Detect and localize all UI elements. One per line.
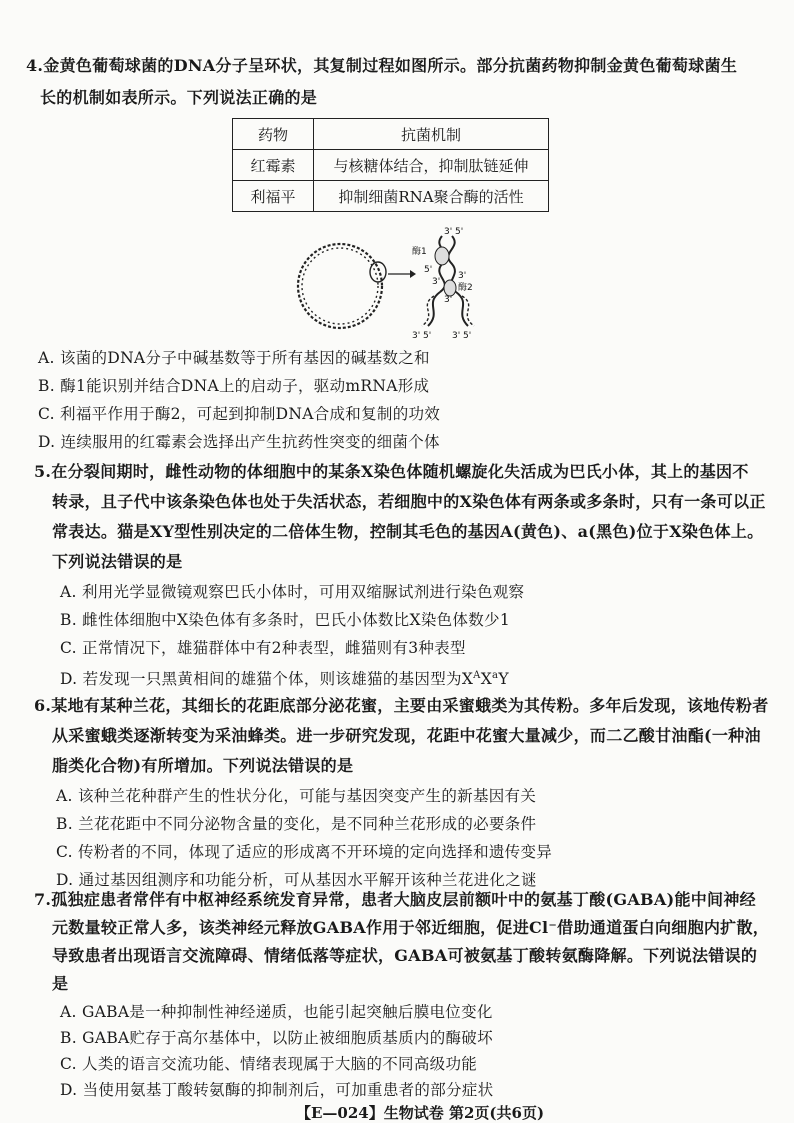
enzyme2-shape bbox=[444, 280, 456, 296]
table-cell: 与核糖体结合，抑制肽链延伸 bbox=[314, 150, 549, 181]
q6-stem-line2: 从采蜜蛾类逐渐转变为采油蜂类。进一步研究发现，花距中花蜜大量减少，而二乙酸甘油酯(一种油 bbox=[52, 726, 761, 745]
label-bottom-ends-left: 3' 5' bbox=[412, 331, 432, 341]
q5-option-c[interactable]: C. 正常情况下，雄猫群体中有2种表型，雌猫则有3种表型 bbox=[60, 639, 466, 657]
q7-stem-line2: 元数量较正常人多，该类神经元释放GABA作用于邻近细胞，促进Cl⁻借助通道蛋白向细胞内扩散， bbox=[52, 918, 770, 937]
q5-option-d-sup2: a bbox=[492, 670, 499, 681]
dna-replication-diagram bbox=[292, 226, 492, 342]
q5-stem-line4: 下列说法错误的是 bbox=[52, 552, 183, 571]
label-3prime-c: 3' bbox=[444, 295, 453, 305]
q5-option-d-text: D. 若发现一只黑黄相间的雄猫个体，则该雄猫的基因型为X bbox=[60, 670, 474, 689]
q6-option-a[interactable]: A. 该种兰花种群产生的性状分化，可能与基因突变产生的新基因有关 bbox=[56, 787, 537, 805]
label-bottom-ends-right: 3' 5' bbox=[452, 331, 472, 341]
table-row bbox=[233, 181, 549, 212]
q4-stem-line2: 长的机制如表所示。下列说法正确的是 bbox=[40, 88, 318, 107]
label-enzyme2: 酶2 bbox=[458, 283, 473, 293]
arrow-head bbox=[410, 270, 416, 278]
table-cell: 红霉素 bbox=[233, 150, 314, 181]
q5-stem-line1: 5.在分裂间期时，雌性动物的体细胞中的某条X染色体随机螺旋化失活成为巴氏小体，其上的基因不 bbox=[34, 462, 749, 481]
q5-option-d-sup1: A bbox=[473, 670, 481, 681]
q7-option-d[interactable]: D. 当使用氨基丁酸转氨酶的抑制剂后，可加重患者的部分症状 bbox=[60, 1081, 494, 1099]
q7-stem-line1: 7.孤独症患者常伴有中枢神经系统发育异常，患者大脑皮层前额叶中的氨基丁酸(GABA)能中间神经 bbox=[34, 890, 756, 909]
q6-option-b[interactable]: B. 兰花花距中不同分泌物含量的变化，是不同种兰花形成的必要条件 bbox=[56, 815, 537, 833]
q7-stem-line4: 是 bbox=[52, 974, 69, 993]
label-5prime: 5' bbox=[424, 265, 433, 275]
q4-option-b[interactable]: B. 酶1能识别并结合DNA上的启动子，驱动mRNA形成 bbox=[38, 377, 430, 395]
page-footer: 【E—024】生物试卷 第2页(共6页) bbox=[296, 1104, 545, 1122]
q5-stem-line3: 常表达。猫是XY型性别决定的二倍体生物，控制其毛色的基因A(黄色)、a(黑色)位于X染色体上。 bbox=[52, 522, 764, 541]
table-header-cell: 药物 bbox=[233, 119, 314, 150]
q6-stem-line1: 6.某地有某种兰花，其细长的花距底部分泌花蜜，主要由采蜜蛾类为其传粉。多年后发现，该地传粉者 bbox=[34, 696, 769, 715]
enzyme1-shape bbox=[435, 247, 449, 265]
q5-option-d-mid: X bbox=[480, 670, 493, 689]
table-header-row bbox=[233, 119, 549, 150]
q5-option-a[interactable]: A. 利用光学显微镜观察巴氏小体时，可用双缩脲试剂进行染色观察 bbox=[60, 583, 525, 601]
q7-option-a[interactable]: A. GABA是一种抑制性神经递质，也能引起突触后膜电位变化 bbox=[60, 1003, 493, 1021]
q6-option-c[interactable]: C. 传粉者的不同，体现了适应的形成离不开环境的定向选择和遗传变异 bbox=[56, 843, 553, 861]
fork-strand-left-bottom bbox=[428, 292, 440, 326]
q4-option-d[interactable]: D. 连续服用的红霉素会选择出产生抗药性突变的细菌个体 bbox=[38, 433, 440, 451]
q7-stem-line3: 导致患者出现语言交流障碍、情绪低落等症状，GABA可被氨基丁酸转氨酶降解。下列说法错误的 bbox=[52, 946, 758, 965]
label-3prime-a: 3' bbox=[458, 271, 467, 281]
q6-stem-line3: 脂类化合物)有所增加。下列说法错误的是 bbox=[52, 756, 354, 775]
label-3prime-b: 3' bbox=[432, 277, 441, 287]
table-cell: 利福平 bbox=[233, 181, 314, 212]
q7-option-b[interactable]: B. GABA贮存于高尔基体中，以防止被细胞质基质内的酶破坏 bbox=[60, 1029, 493, 1047]
q4-option-a[interactable]: A. 该菌的DNA分子中碱基数等于所有基因的碱基数之和 bbox=[38, 349, 430, 367]
label-top-ends: 3' 5' bbox=[444, 227, 464, 237]
circular-dna-outer bbox=[298, 244, 382, 328]
q4-option-c[interactable]: C. 利福平作用于酶2，可起到抑制DNA合成和复制的功效 bbox=[38, 405, 441, 423]
q5-option-b[interactable]: B. 雌性体细胞中X染色体有多条时，巴氏小体数比X染色体数少1 bbox=[60, 611, 510, 629]
circular-dna-inner bbox=[302, 248, 378, 324]
q5-option-d-end: Y bbox=[498, 670, 509, 689]
fork-strand-right-bottom bbox=[456, 292, 468, 326]
q5-stem-line2: 转录，且子代中该条染色体也处于失活状态，若细胞中的X染色体有两条或多条时，只有一条可以正 bbox=[52, 492, 766, 511]
table-cell: 抑制细菌RNA聚合酶的活性 bbox=[314, 181, 549, 212]
q7-option-c[interactable]: C. 人类的语言交流功能、情绪表现属于大脑的不同高级功能 bbox=[60, 1055, 478, 1073]
table-header-cell: 抗菌机制 bbox=[314, 119, 549, 150]
table-row bbox=[233, 150, 549, 181]
q6-option-d[interactable]: D. 通过基因组测序和功能分析，可从基因水平解开该种兰花进化之谜 bbox=[56, 871, 537, 889]
antibiotic-mechanism-table bbox=[232, 118, 549, 212]
q5-option-d[interactable] bbox=[60, 664, 509, 691]
q4-stem-line1: 4.金黄色葡萄球菌的DNA分子呈环状，其复制过程如图所示。部分抗菌药物抑制金黄色葡萄球菌生 bbox=[26, 56, 738, 75]
label-enzyme1: 酶1 bbox=[412, 247, 427, 257]
